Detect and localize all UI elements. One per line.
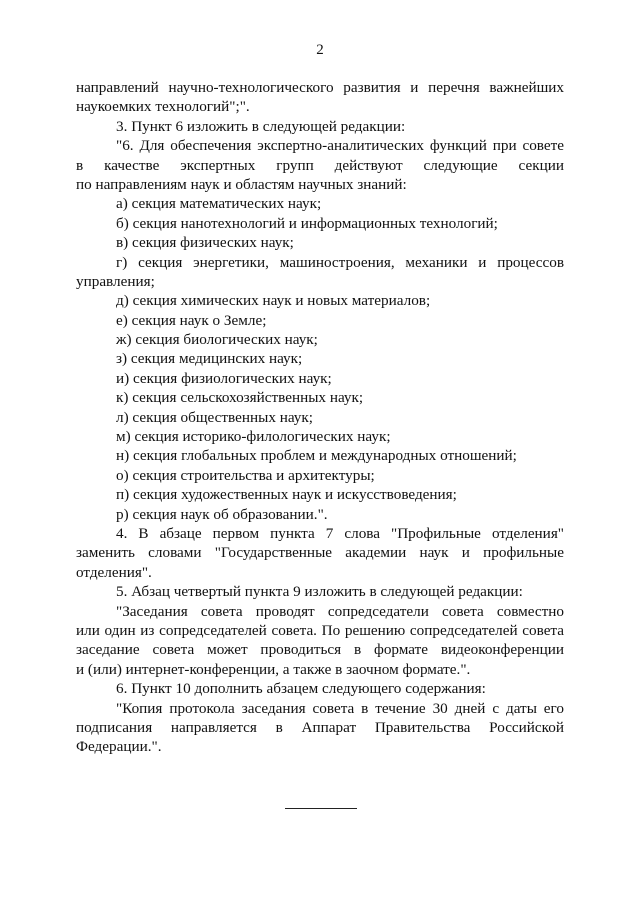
text-line: б) секция нанотехнологий и информационных технологий; (116, 214, 498, 232)
text-line: л) секция общественных наук; (116, 408, 313, 426)
text-line: 3. Пункт 6 изложить в следующей редакции: (116, 117, 406, 135)
text-line: в) секция физических наук; (116, 234, 294, 252)
text-line: управления; (76, 272, 155, 290)
text-line: и) секция физиологических наук; (116, 369, 332, 387)
text-line: наукоемких технологий";". (76, 98, 250, 116)
text-line: ж) секция биологических наук; (116, 331, 318, 349)
text-line: 4. В абзаце первом пункта 7 слова "Профильные отделения" (116, 524, 564, 542)
text-line: "Копия протокола заседания совета в течение 30 дней с даты его (116, 699, 564, 717)
text-line: по направлениям наук и областям научных знаний: (76, 175, 407, 193)
text-line: заседание совета может проводиться в формате видеоконференции (76, 641, 564, 659)
text-line: е) секция наук о Земле; (116, 311, 267, 329)
closing-rule (285, 808, 357, 809)
text-line: 5. Абзац четвертый пункта 9 изложить в следующей редакции: (116, 583, 523, 601)
text-line: н) секция глобальных проблем и международных отношений; (116, 447, 517, 465)
text-line: и (или) интернет-конференции, а также в заочном формате.". (76, 660, 471, 678)
text-line: р) секция наук об образовании.". (116, 505, 328, 523)
text-line: о) секция строительства и архитектуры; (116, 466, 375, 484)
text-line: м) секция историко-филологических наук; (116, 428, 391, 446)
document-body (76, 78, 564, 757)
text-line: "6. Для обеспечения экспертно-аналитических функций при совете (116, 137, 564, 155)
text-line: в качестве экспертных групп действуют следующие секции (76, 156, 564, 174)
text-line: к) секция сельскохозяйственных наук; (116, 389, 364, 407)
text-line: направлений научно-технологического развития и перечня важнейших (76, 79, 564, 96)
text-line: заменить словами "Государственные академии наук и профильные (76, 544, 564, 562)
text-line: з) секция медицинских наук; (116, 350, 303, 368)
text-line: Федерации.". (76, 738, 162, 756)
text-line: п) секция художественных наук и искусствоведения; (116, 486, 457, 504)
text-line: г) секция энергетики, машиностроения, механики и процессов (116, 253, 564, 271)
text-line: 6. Пункт 10 дополнить абзацем следующего содержания: (116, 680, 486, 698)
text-line: отделения". (76, 563, 152, 581)
text-line: или один из сопредседателей совета. По решению сопредседателей совета (76, 621, 564, 639)
text-line: а) секция математических наук; (116, 195, 322, 213)
text-line: д) секция химических наук и новых материалов; (116, 292, 431, 310)
text-line: "Заседания совета проводят сопредседатели совета совместно (116, 602, 564, 620)
text-line: подписания направляется в Аппарат Правительства Российской (76, 718, 564, 736)
page-number: 2 (316, 42, 324, 58)
